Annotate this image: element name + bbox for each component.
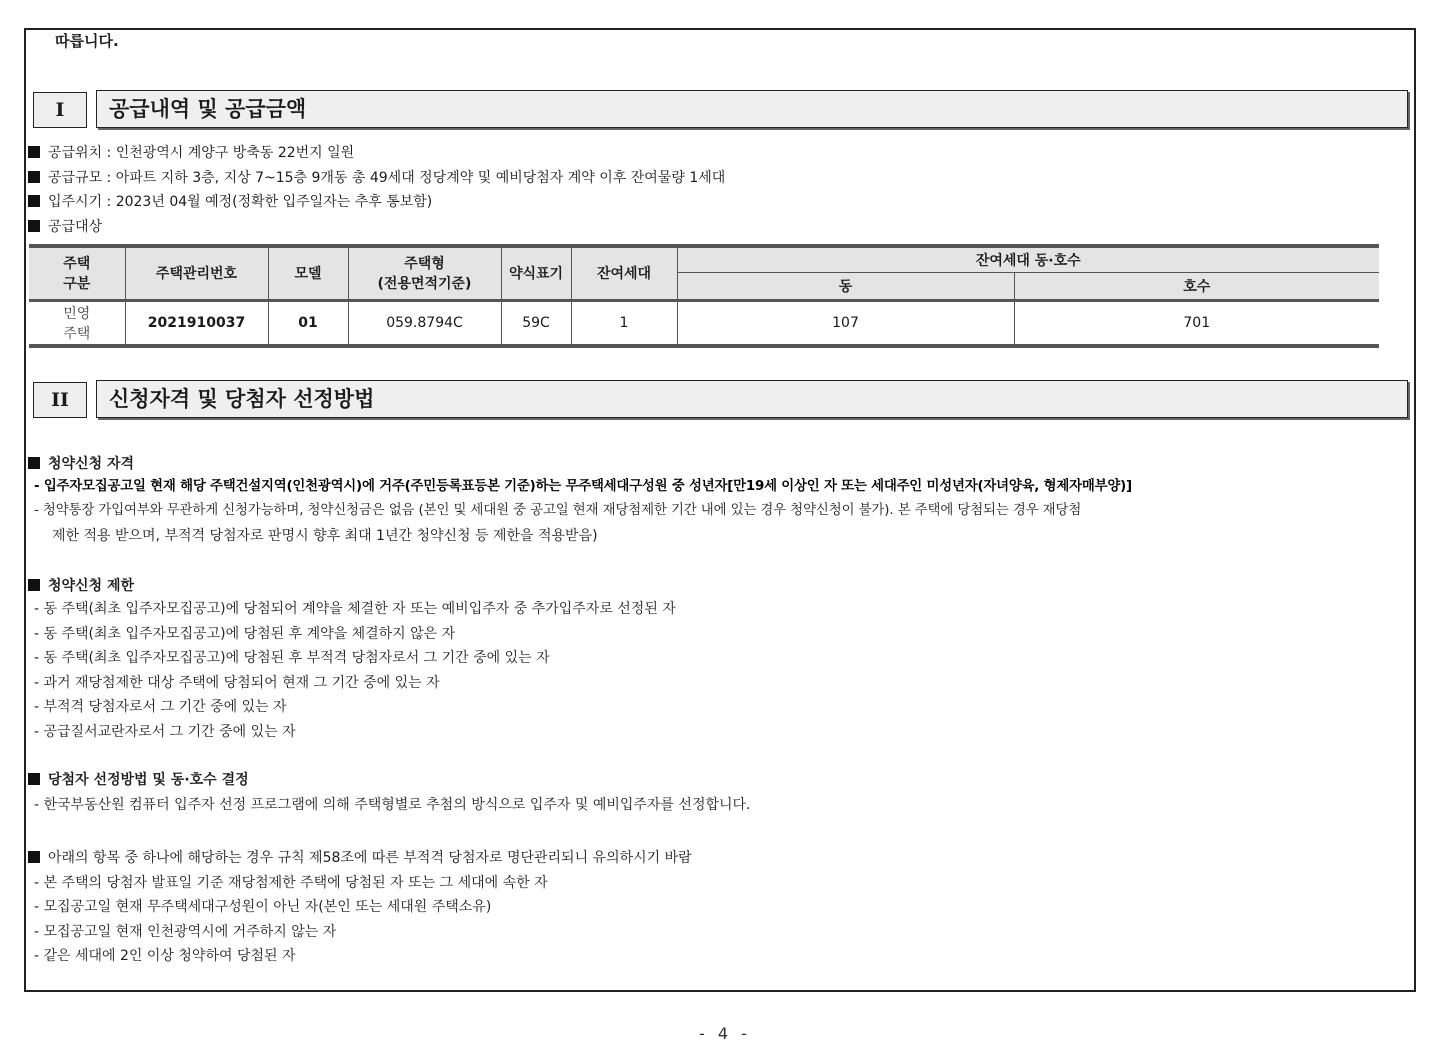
section-2-number: II — [33, 382, 87, 418]
cell-housing-type: 059.8794C — [348, 300, 501, 346]
header-model: 모델 — [268, 246, 348, 300]
restriction-line-2: - 동 주택(최초 입주자모집공고)에 당첨된 후 계약을 체결하지 않은 자 — [34, 626, 456, 642]
header-unit-group: 잔여세대 동·호수 — [677, 246, 1379, 272]
header-mgmt-no: 주택관리번호 — [125, 246, 268, 300]
eligibility-line-3: 제한 적용 받으며, 부적격 당첨자로 판명시 향후 최대 1년간 청약신청 등 제한을 적용받음) — [52, 528, 598, 544]
bullet-square-icon — [28, 851, 40, 863]
header-remaining: 잔여세대 — [571, 246, 677, 300]
supply-scale: 공급규모 : 아파트 지하 3층, 지상 7~15층 9개동 총 49세대 정당계약 및 예비당첨자 계약 이후 잔여물량 1세대 — [28, 166, 725, 190]
supply-table — [29, 244, 1379, 348]
warning-line-1: - 본 주택의 당첨자 발표일 기준 재당첨제한 주택에 당첨된 자 또는 그 세대에 속한 자 — [34, 875, 548, 891]
page-number: - 4 - — [699, 1024, 751, 1043]
eligibility-line-1: - 입주자모집공고일 현재 해당 주택건설지역(인천광역시)에 거주(주민등록표등본 기준)하는 무주택세대구성원 중 성년자[만19세 이상인 자 또는 세대주인 미성년자(자녀양육, 형제자매부양)] — [34, 479, 1132, 494]
bullet-square-icon — [28, 171, 40, 183]
restriction-line-6: - 공급질서교란자로서 그 기간 중에 있는 자 — [34, 724, 296, 740]
cell-dong: 107 — [677, 300, 1014, 346]
bullet-square-icon — [28, 146, 40, 158]
bullet-square-icon — [28, 579, 40, 591]
cell-mgmt-no: 2021910037 — [125, 300, 268, 346]
eligibility-heading: 청약신청 자격 — [28, 453, 134, 473]
bullet-square-icon — [28, 220, 40, 232]
supply-location: 공급위치 : 인천광역시 계양구 방축동 22번지 일원 — [28, 141, 354, 165]
warning-heading: 아래의 항목 중 하나에 해당하는 경우 규칙 제58조에 따른 부적격 당첨자로 명단관리되니 유의하시기 바람 — [28, 846, 692, 870]
warning-line-3: - 모집공고일 현재 인천광역시에 거주하지 않는 자 — [34, 924, 337, 940]
header-housing-type: 주택형 (전용면적기준) — [348, 246, 501, 300]
section-1-number: I — [33, 92, 87, 128]
move-in-period: 입주시기 : 2023년 04월 예정(정확한 입주일자는 추후 통보함) — [28, 190, 432, 214]
header-abbr: 약식표기 — [501, 246, 571, 300]
selection-heading: 당첨자 선정방법 및 동·호수 결정 — [28, 769, 249, 789]
header-dong: 동 — [677, 272, 1014, 300]
intro-text: 따릅니다. — [55, 32, 119, 50]
cell-type: 민영 주택 — [29, 300, 125, 346]
table-row — [29, 300, 1379, 346]
warning-line-2: - 모집공고일 현재 무주택세대구성원이 아닌 자(본인 또는 세대원 주택소유) — [34, 899, 492, 915]
cell-ho: 701 — [1014, 300, 1379, 346]
cell-remaining: 1 — [571, 300, 677, 346]
bullet-square-icon — [28, 773, 40, 785]
restriction-line-5: - 부적격 당첨자로서 그 기간 중에 있는 자 — [34, 699, 287, 715]
cell-model: 01 — [268, 300, 348, 346]
warning-line-4: - 같은 세대에 2인 이상 청약하여 당첨된 자 — [34, 948, 296, 964]
supply-target: 공급대상 — [28, 215, 102, 239]
eligibility-line-2: - 청약통장 가입여부와 무관하게 신청가능하며, 청약신청금은 없음 (본인 및 세대원 중 공고일 현재 재당첨제한 기간 내에 있는 경우 청약신청이 불가). 본 주택에 당첨되는 경우 재당첨 — [34, 503, 1082, 518]
bullet-square-icon — [28, 457, 40, 469]
section-1-title: 공급내역 및 공급금액 — [96, 90, 1408, 128]
header-ho: 호수 — [1014, 272, 1379, 300]
section-2-title: 신청자격 및 당첨자 선정방법 — [96, 380, 1408, 418]
restriction-line-3: - 동 주택(최초 입주자모집공고)에 당첨된 후 부적격 당첨자로서 그 기간 중에 있는 자 — [34, 650, 550, 666]
restriction-heading: 청약신청 제한 — [28, 575, 134, 595]
bullet-square-icon — [28, 195, 40, 207]
restriction-line-4: - 과거 재당첨제한 대상 주택에 당첨되어 현재 그 기간 중에 있는 자 — [34, 675, 440, 691]
restriction-line-1: - 동 주택(최초 입주자모집공고)에 당첨되어 계약을 체결한 자 또는 예비입주자 중 추가입주자로 선정된 자 — [34, 601, 676, 617]
header-type: 주택 구분 — [29, 246, 125, 300]
selection-line-1: - 한국부동산원 컴퓨터 입주자 선정 프로그램에 의해 주택형별로 추첨의 방식으로 입주자 및 예비입주자를 선정합니다. — [34, 797, 751, 813]
cell-abbr: 59C — [501, 300, 571, 346]
